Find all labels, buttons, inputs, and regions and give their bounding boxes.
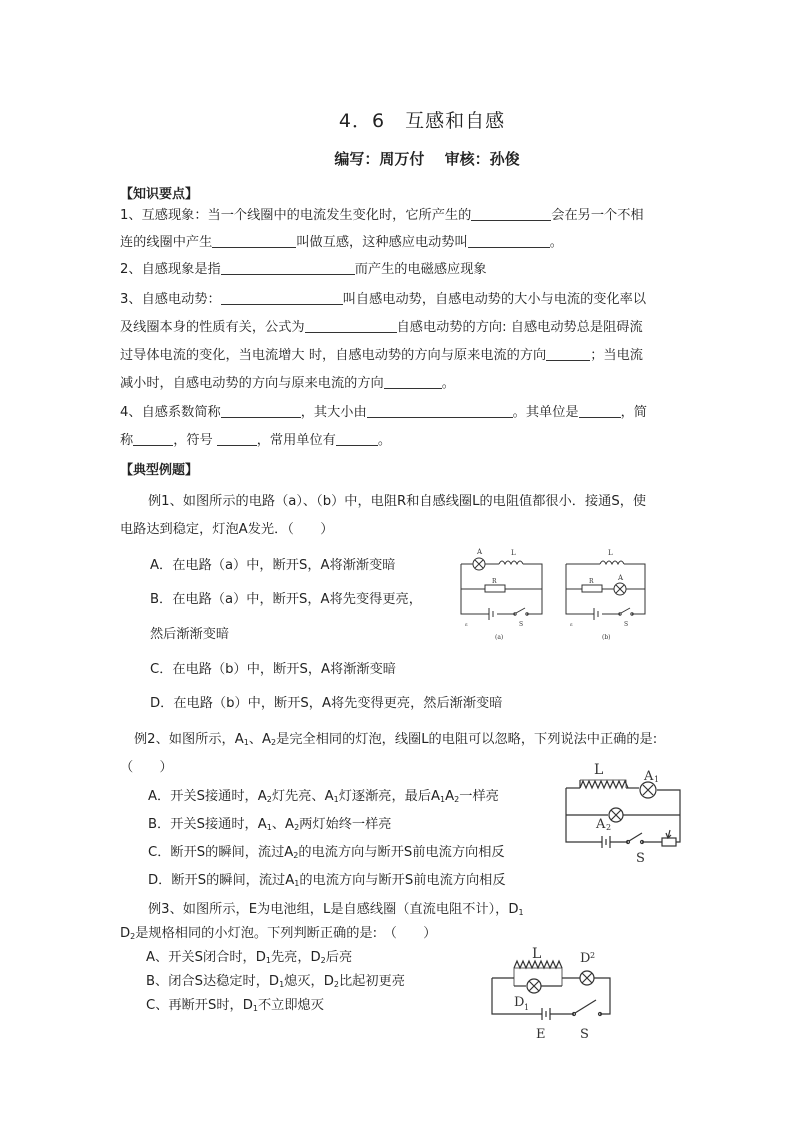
label-a-switch: S [519,621,524,628]
blank [367,405,513,418]
k1-line2 [120,235,563,251]
ex3-label-d1-sub: 1 [524,1003,530,1012]
ex1-circuit-b [560,542,660,642]
text: C．断开S的瞬间，流过A [148,845,294,860]
text: A．开关S接通时，A [148,789,267,804]
authors-line: 编写：周万付 审核：孙俊 [334,150,520,168]
text: 。其单位是 [512,405,579,420]
ex1-option-d: D．在电路（b）中，断开S，A将先变得更亮，然后渐渐变暗 [150,696,503,711]
text: 例3、如图所示，E为电池组，L是自感线圈（直流电阻不计），D [148,902,519,917]
text: 自感电动势的方向: 自感电动势总是阻碍流 [396,320,643,335]
text: 是完全相同的灯泡，线圈L的电阻可以忽略，下列说法中正确的是: [276,732,658,747]
ex3-question-line1 [148,902,524,921]
subscript: 2 [266,795,272,804]
label-a-lamp: A [477,548,483,556]
page-title: 4．6 互感和自感 [338,110,506,132]
text: A、开关S闭合时，D [146,950,266,965]
label-a-resistor: R [492,578,497,585]
blank [133,433,173,446]
ex3-circuit [484,938,624,1048]
label-b-switch: S [624,621,629,628]
ex1-option-a: A．在电路（a）中，断开S，A将渐渐变暗 [150,558,396,573]
text: 过导体电流的变化，当电流增大 时，自感电动势的方向与原来电流的方向 [120,348,547,363]
blank [384,376,442,389]
text: D [120,926,131,941]
text: D．断开S的瞬间，流过A [148,873,295,888]
text: 1、互感现象：当一个线圈中的电流发生变化时，它所产生的 [120,208,472,223]
ex2-option-d [148,873,506,892]
ex3-option-c [146,998,324,1017]
ex2-label-switch: S [636,851,645,866]
text: 3、自感电动势： [120,292,221,307]
ex3-question-line2 [120,926,436,945]
ex3-option-a [146,950,352,969]
text: ，简 [620,405,647,420]
label-b-resistor: R [589,578,594,585]
ex2-label-coil: L [594,762,604,778]
section-knowledge: 【知识要点】 [120,187,199,202]
ex3-label-d1: D [514,995,525,1010]
subscript: 2 [454,795,460,804]
k3-line4 [120,376,455,392]
ex2-label-a2-sub: 2 [606,823,612,832]
blank [336,433,378,446]
text: 会在另一个不相 [551,208,644,223]
blank [305,320,397,333]
text: 比起初更亮 [338,974,405,989]
text: 一样亮 [459,789,499,804]
ex3-option-b [146,974,405,993]
text: C、再断开S时，D [146,998,253,1013]
label-b-lamp: A [618,574,624,582]
ex2-label-a1: A [644,769,654,784]
ex2-label-a2: A [596,817,606,832]
text: 的电流方向与断开S前电流方向相反 [298,845,505,860]
text: 叫自感电动势，自感电动势的大小与电流的变化率以 [342,292,647,307]
text: ；当电流 [590,348,643,363]
ex2-option-a [148,789,499,808]
text: 的电流方向与断开S前电流方向相反 [299,873,506,888]
ex2-question-line2: （ ） [120,760,173,775]
text: 而产生的电磁感应现象 [354,262,487,277]
text: 先亮，D [270,950,321,965]
text: ，符号 [173,433,213,448]
subscript: 2 [333,980,339,989]
ex3-label-switch: S [580,1027,589,1042]
subscript: 1 [266,823,272,832]
k3-line2 [120,320,643,336]
ex3-label-coil: L [532,946,542,962]
text: 、A [248,732,272,747]
text: 。 [549,235,563,250]
blank [471,208,551,221]
ex1-question-line2: 电路达到稳定，灯泡A发光．（ ） [120,522,334,537]
blank [546,348,590,361]
k4-line1 [120,405,647,421]
ex3-label-d2: D [580,951,591,966]
text: 2、自感现象是指 [120,262,221,277]
text: 灯逐渐亮，最后A [338,789,441,804]
text: 是规格相同的小灯泡。下列判断正确的是: （ ） [135,926,437,941]
blank [579,405,621,418]
ex1-option-c: C．在电路（b）中，断开S，A将渐渐变暗 [150,662,396,677]
text: B．开关S接通时，A [148,817,267,832]
text: 不立即熄灭 [257,998,324,1013]
blank [468,235,550,248]
ex2-question-line1 [134,732,657,751]
subscript: 1 [252,1004,258,1013]
ex3-label-battery: E [536,1027,546,1042]
blank [221,262,355,275]
k4-line2 [120,433,391,449]
text: A [445,789,455,804]
k1-line1 [120,208,644,224]
subscript: 2 [320,956,326,965]
text: B、闭合S达稳定时，D [146,974,280,989]
ex1-option-b2: 然后渐渐变暗 [150,627,230,642]
subscript: 2 [294,823,300,832]
k3-line3 [120,348,643,364]
section-examples: 【典型例题】 [120,463,199,478]
ex3-label-d2-sub: 2 [590,951,596,960]
subscript: 1 [333,795,339,804]
text: 及线圈本身的性质有关，公式为 [120,320,305,335]
text: 叫做互感，这种感应电动势叫 [296,235,468,250]
ex1-question-line1: 例1、如图所示的电路（a）、（b）中，电阻R和自感线圈L的电阻值都很小．接通S，使 [148,494,647,509]
label-b-coil: L [608,549,613,557]
label-a-caption: (a) [495,634,504,641]
label-a-battery: ε [465,622,468,628]
text: 。 [441,376,455,391]
ex1-option-b1: B．在电路（a）中，断开S，A将先变得更亮， [150,592,422,607]
subscript: 2 [293,851,299,860]
ex2-option-b [148,817,391,836]
text: 。 [377,433,392,448]
ex2-label-a1-sub: 1 [654,775,660,784]
text: 、A [271,817,295,832]
subscript: 1 [294,879,300,888]
blank [212,235,296,248]
ex2-option-c [148,845,505,864]
text: 连的线圈中产生 [120,235,213,250]
text: 灯先亮、A [271,789,334,804]
text: ，其大小由 [300,405,367,420]
blank [217,433,257,446]
text: 后亮 [325,950,353,965]
subscript: 1 [440,795,446,804]
k3-line1 [120,292,646,308]
label-b-caption: (b) [602,634,611,641]
blank [221,405,301,418]
text: 4、自感系数简称 [120,405,221,420]
label-b-battery: ε [570,622,573,628]
text: ，常用单位有 [256,433,336,448]
subscript: 1 [279,980,285,989]
ex2-circuit [558,760,688,870]
blank [221,292,343,305]
subscript: 2 [130,932,136,941]
text: 例2、如图所示，A [134,732,244,747]
subscript: 1 [518,908,524,917]
subscript: 1 [243,738,249,747]
subscript: 1 [265,956,271,965]
text: 称 [120,433,134,448]
k2-line [120,262,487,278]
label-a-coil: L [511,549,516,557]
ex1-circuit-a [455,542,555,642]
text: 两灯始终一样亮 [299,817,392,832]
text: 熄灭，D [284,974,334,989]
subscript: 2 [271,738,277,747]
text: 减小时，自感电动势的方向与原来电流的方向 [120,376,384,391]
